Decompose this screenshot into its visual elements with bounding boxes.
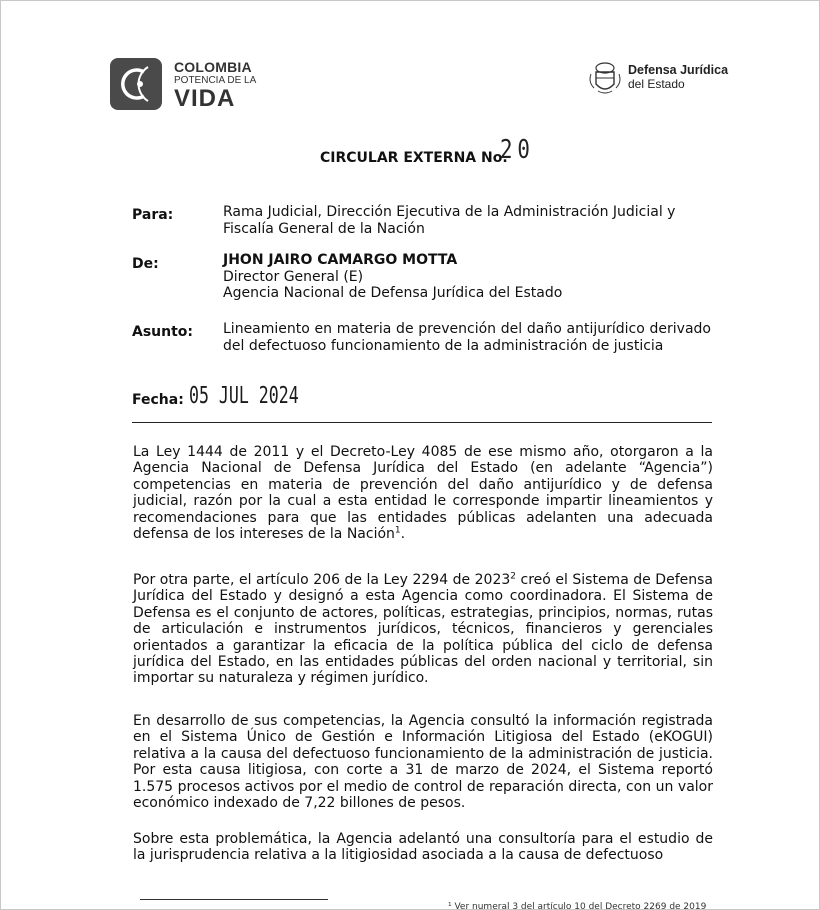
- agency-logo-line2: del Estado: [628, 77, 685, 91]
- fecha-stamp: 05 JUL 2024: [189, 383, 299, 409]
- para-recipients: [223, 204, 711, 237]
- de-sender: [223, 252, 711, 302]
- coat-of-arms-icon: [588, 60, 622, 96]
- footnote-divider: [140, 899, 328, 900]
- colombia-logo-line1: COLOMBIA: [174, 59, 252, 75]
- body-paragraph-1-end: .: [400, 526, 406, 543]
- de-label: De:: [132, 256, 159, 272]
- colombia-logo-line3: VIDA: [174, 85, 236, 112]
- asunto-label: Asunto:: [132, 324, 194, 340]
- footnote-ref-2: 2: [510, 571, 516, 582]
- body-paragraph-2-text-a: Por otra parte, el artículo 206 de la Ley 2294 de 2023: [133, 572, 511, 588]
- agency-logo-line1: Defensa Jurídica: [628, 63, 729, 77]
- circular-number: 20: [500, 135, 535, 165]
- body-paragraph-2: [133, 572, 713, 687]
- agency-logo: [588, 60, 738, 100]
- asunto-text: Lineamiento en materia de prevención del daño antijurídico derivado del defectuoso funcionamiento de la administración de justicia: [223, 321, 711, 354]
- header-divider: [132, 422, 712, 423]
- para-line-2: Fiscalía General de la Nación: [223, 220, 425, 237]
- body-paragraph-1: [133, 444, 713, 542]
- fecha-label: Fecha:: [132, 392, 184, 408]
- footnote-ref-1: 1: [394, 525, 401, 536]
- colombia-logo-icon: [110, 58, 162, 110]
- sender-organization: Agencia Nacional de Defensa Jurídica del Estado: [223, 285, 563, 301]
- colombia-logo-line2: POTENCIA DE LA: [174, 75, 257, 86]
- body-paragraph-4: Sobre esta problemática, la Agencia adelantó una consultoría para el estudio de la jurisprudencia relativa a la litigiosidad asociada a la causa de defectuoso: [133, 831, 713, 864]
- body-paragraph-2-text-b: creó el Sistema de Defensa Jurídica del Estado y designó a esta Agencia como coordinadora. El Sistema de Defensa es el conjunto de actores, políticas, estrategias, principios, normas, rutas de articulación e instrumentos jurídicos, técnicos, financieros y gerenciales orientados a garantizar la eficacia de la política pública del ciclo de defensa jurídica del Estado, en las entidades públicas del orden nacional y territorial, sin importar su naturaleza y régimen jurídico.: [133, 572, 713, 687]
- body-paragraph-3: En desarrollo de sus competencias, la Agencia consultó la información registrada en el Sistema Único de Gestión e Información Litigiosa del Estado (eKOGUI) relativa a la causa del defectuoso funcionamiento de la administración de justicia. Por esta causa litigiosa, con corte a 31 de marzo de 2024, el Sistema reportó 1.575 procesos activos por el medio de control de reparación directa, con un valor económico indexado de 7,22 billones de pesos.: [133, 713, 713, 812]
- sender-name: JHON JAIRO CAMARGO MOTTA: [223, 252, 458, 268]
- para-line-1: Rama Judicial, Dirección Ejecutiva de la Administración Judicial y: [223, 204, 676, 220]
- circular-title: CIRCULAR EXTERNA No.: [320, 150, 508, 166]
- colombia-logo: [110, 58, 270, 114]
- sender-role: Director General (E): [223, 268, 364, 285]
- footnote-fragment: ¹ Ver numeral 3 del artículo 10 del Decreto 2269 de 2019: [448, 902, 707, 910]
- para-label: Para:: [132, 207, 174, 223]
- body-paragraph-1-text: La Ley 1444 de 2011 y el Decreto-Ley 4085 de ese mismo año, otorgaron a la Agencia Nacional de Defensa Jurídica del Estado (en adelante “Agencia”) competencias en materia de prevención del daño antijurídico y de defensa judicial, razón por la cual a esta entidad le corresponde impartir lineamientos y recomendaciones para que las entidades públicas adelanten una adecuada defensa de los intereses de la Nación: [133, 444, 713, 543]
